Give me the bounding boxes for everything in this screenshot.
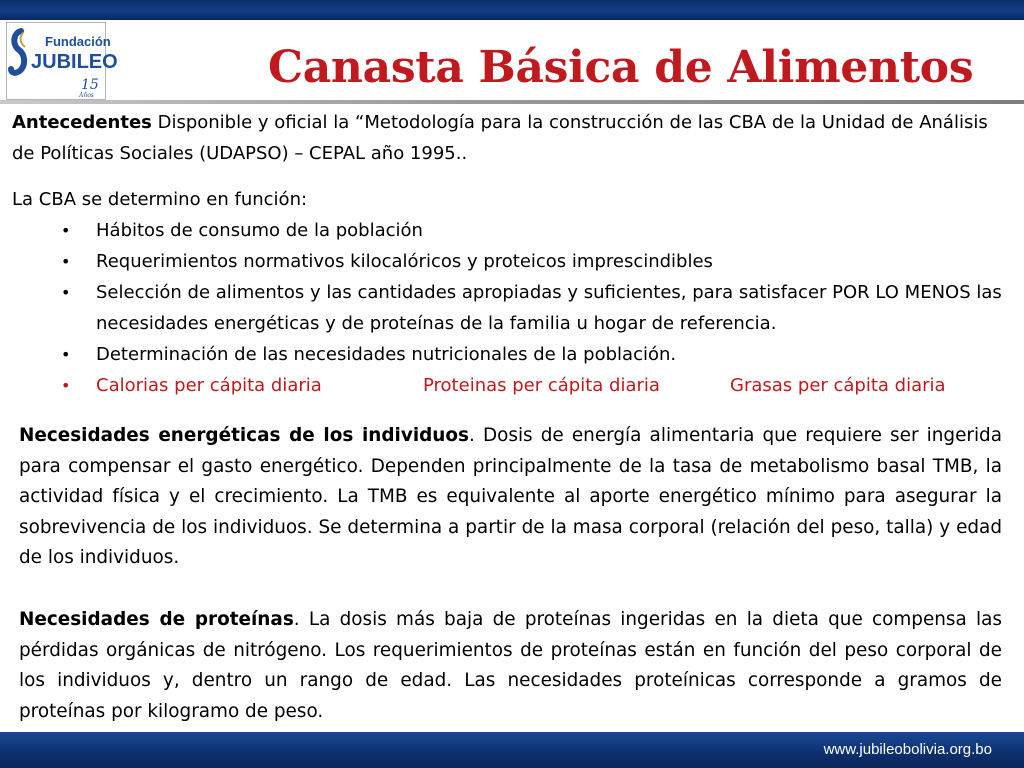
list-item-text: Determinación de las necesidades nutricionales de la población. (96, 344, 677, 365)
footer-band (0, 732, 1024, 768)
list-item-text: Requerimientos normativos kilocalóricos y proteicos imprescindibles (96, 251, 713, 272)
list-item-text: Selección de alimentos y las cantidades apropiadas y suficientes, para satisfacer POR LO MENOS las necesidades energéticas y de proteínas de la familia u hogar de referencia. (96, 282, 1002, 334)
list-item-text: Hábitos de consumo de la población (96, 220, 423, 241)
antecedentes-paragraph (12, 107, 1012, 169)
energy-needs-paragraph (19, 421, 1002, 574)
logo-mark-icon (7, 23, 118, 101)
bullet-symbol: • (61, 345, 71, 364)
footer-url: www.jubileobolivia.org.bo (823, 741, 992, 758)
header-divider (0, 100, 1024, 104)
logo-line2: JUBILEO (31, 51, 118, 73)
list-item (0, 215, 1016, 246)
bullet-symbol: • (61, 221, 71, 240)
energy-needs-text: . Dosis de energía alimentaria que requiere ser ingerida para compensar el gasto energético. Dependen principalmente de la tasa de metabolismo basal TMB, la actividad física y el crecimiento. La TMB es equivalente al aporte energético mínimo para asegurar la sobrevivencia de los individuos. Se determina a partir de la masa corporal (relación del peso, talla) y edad de los individuos. (19, 425, 1003, 569)
energy-needs-label: Necesidades energéticas de los individuos (19, 425, 469, 446)
cba-intro: La CBA se determino en función: (12, 189, 308, 210)
highlight-list-item (0, 370, 1016, 401)
list-item (0, 339, 1016, 370)
protein-needs-text: . La dosis más baja de proteínas ingeridas en la dieta que compensa las pérdidas orgánicas de nitrógeno. Los requerimientos de proteínas están en función del peso corporal de los individuos y, dentro un rango de edad. Las necesidades proteínicas corresponde a gramos de proteínas por kilogramo de peso. (19, 609, 1002, 722)
logo-line1: Fundación (45, 34, 111, 49)
protein-needs-paragraph (19, 605, 1002, 727)
cba-criteria-list (0, 215, 1024, 401)
logo-badge-text: Años (79, 92, 94, 99)
antecedentes-text: Disponible y oficial la “Metodología para la construcción de las CBA de la Unidad de Análisis de Políticas Sociales (UDAPSO) – CEPAL año 1995.. (12, 112, 988, 164)
slide-title: Canasta Básica de Alimentos (268, 42, 974, 93)
logo-badge-number: 15 (81, 77, 99, 93)
bullet-symbol: • (61, 252, 71, 271)
fundacion-jubileo-logo (6, 22, 118, 100)
proteinas-label: Proteinas per cápita diaria (423, 375, 660, 396)
grasas-label: Grasas per cápita diaria (730, 375, 946, 396)
calorias-label: Calorias per cápita diaria (96, 375, 322, 396)
bullet-symbol: • (61, 376, 71, 395)
list-item (0, 246, 1016, 277)
top-band (0, 0, 1024, 20)
protein-needs-label: Necesidades de proteínas (19, 609, 294, 630)
bullet-symbol: • (61, 283, 71, 302)
list-item (0, 277, 1016, 339)
antecedentes-label: Antecedentes (12, 112, 152, 133)
